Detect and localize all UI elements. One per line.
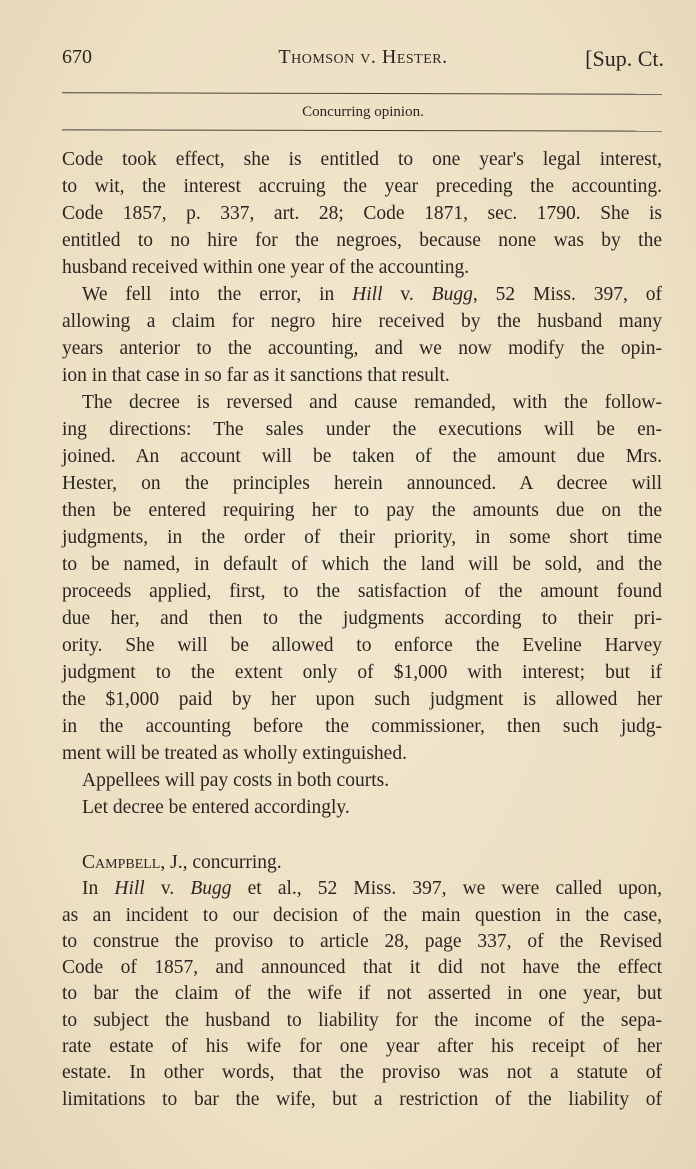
text-line <box>62 470 662 497</box>
text-line <box>62 1087 662 1113</box>
text-line <box>62 443 662 470</box>
text-segment: Code 1857, p. 337, art. 28; Code 1871, sec. 1790. She is <box>62 203 662 224</box>
text-segment: We fell into the error, in <box>82 284 353 305</box>
text-segment: husband received within one year of the accounting. <box>62 257 470 278</box>
text-segment: proceeds applied, first, to the satisfaction of the amount found <box>62 581 662 602</box>
concurring-opinion-text <box>62 850 662 1113</box>
text-segment: judgment to the extent only of $1,000 with interest; but if <box>62 662 662 683</box>
text-line <box>62 551 662 578</box>
text-segment: to subject the husband to liability for the income of the sepa- <box>62 1009 662 1031</box>
text-segment: ion in that case in so far as it sanctions that result. <box>62 365 450 386</box>
text-segment: Let decree be entered accordingly. <box>82 797 350 818</box>
text-line <box>62 1008 662 1034</box>
text-segment: limitations to bar the wife, but a restriction of the liability of <box>62 1088 662 1110</box>
text-segment: entitled to no hire for the negroes, because none was by the <box>62 230 662 251</box>
court-label: [Sup. Ct. <box>585 46 664 71</box>
text-segment: ment will be treated as wholly extinguished. <box>62 743 407 764</box>
text-segment: to be named, in default of which the land will be sold, and the <box>62 554 662 575</box>
text-line <box>62 767 662 794</box>
text-line <box>62 876 662 902</box>
text-segment: et al., 52 Miss. 397, we were called upon, <box>231 878 662 900</box>
text-line <box>62 713 662 740</box>
text-segment: Code of 1857, and announced that it did not have the effect <box>62 957 662 979</box>
text-segment: Hester, on the principles herein announced. A decree will <box>62 473 662 494</box>
case-name: Bugg <box>190 878 232 900</box>
judge-name: Campbell <box>82 852 161 873</box>
text-line <box>62 335 662 362</box>
case-name: Bugg <box>431 284 473 305</box>
text-line <box>62 632 662 659</box>
text-line <box>62 903 662 929</box>
text-line <box>62 955 662 981</box>
running-title: Thomson v. Hester. <box>278 46 448 68</box>
text-segment: estate. In other words, that the proviso was not a statute of <box>62 1062 662 1084</box>
text-segment: ority. She will be allowed to enforce the Eveline Harvey <box>62 635 662 656</box>
text-segment: Code took effect, she is entitled to one year's legal interest, <box>62 149 662 170</box>
text-segment: years anterior to the accounting, and we now modify the opin- <box>62 338 662 359</box>
text-line <box>62 850 662 876</box>
text-line <box>62 686 662 713</box>
text-segment: due her, and then to the judgments according to their pri- <box>62 608 662 629</box>
text-segment: rate estate of his wife for one year after his receipt of her <box>62 1036 662 1058</box>
page-number: 670 <box>62 46 92 68</box>
text-segment: then be entered requiring her to pay the amounts due on the <box>62 500 662 521</box>
text-line <box>62 524 662 551</box>
text-line <box>62 416 662 443</box>
opinion-text <box>62 146 662 821</box>
text-segment: in the accounting before the commissioner, then such judg- <box>62 716 662 737</box>
case-name: Hill <box>352 284 383 305</box>
text-line <box>62 578 662 605</box>
text-line <box>62 497 662 524</box>
text-line <box>62 605 662 632</box>
text-segment: v. <box>382 284 432 305</box>
text-segment: v. <box>144 878 191 900</box>
text-segment: judgments, in the order of their priority, in some short time <box>62 527 662 548</box>
text-segment: to bar the claim of the wife if not asserted in one year, but <box>62 983 662 1005</box>
text-line <box>62 362 662 389</box>
text-segment: the $1,000 paid by her upon such judgment is allowed her <box>62 689 662 710</box>
text-line <box>62 308 662 335</box>
text-segment: In <box>82 878 115 900</box>
text-line <box>62 173 662 200</box>
text-line <box>62 1060 662 1086</box>
text-line <box>62 254 662 281</box>
text-segment: , J., concurring. <box>160 852 282 873</box>
text-segment: as an incident to our decision of the main question in the case, <box>62 904 662 926</box>
text-line <box>62 146 662 173</box>
text-line <box>62 200 662 227</box>
text-line <box>62 981 662 1007</box>
text-segment: to construe the proviso to article 28, page 337, of the Revised <box>62 930 662 952</box>
text-line <box>62 281 662 308</box>
text-segment: to wit, the interest accruing the year preceding the accounting. <box>62 176 662 197</box>
text-segment: joined. An account will be taken of the amount due Mrs. <box>62 446 662 467</box>
text-line <box>62 227 662 254</box>
text-line <box>62 740 662 767</box>
text-segment: , 52 Miss. 397, of <box>472 284 662 305</box>
case-name: Hill <box>114 878 145 900</box>
text-line <box>62 794 662 821</box>
text-line <box>62 659 662 686</box>
text-segment: The decree is reversed and cause remanded, with the follow- <box>82 392 662 413</box>
text-segment: allowing a claim for negro hire received by the husband many <box>62 311 662 332</box>
text-segment: ing directions: The sales under the executions will be en- <box>62 419 662 440</box>
section-subheading: Concurring opinion. <box>302 104 424 120</box>
text-line <box>62 389 662 416</box>
text-line <box>62 1034 662 1060</box>
text-segment: Appellees will pay costs in both courts. <box>82 770 390 791</box>
text-line <box>62 929 662 955</box>
